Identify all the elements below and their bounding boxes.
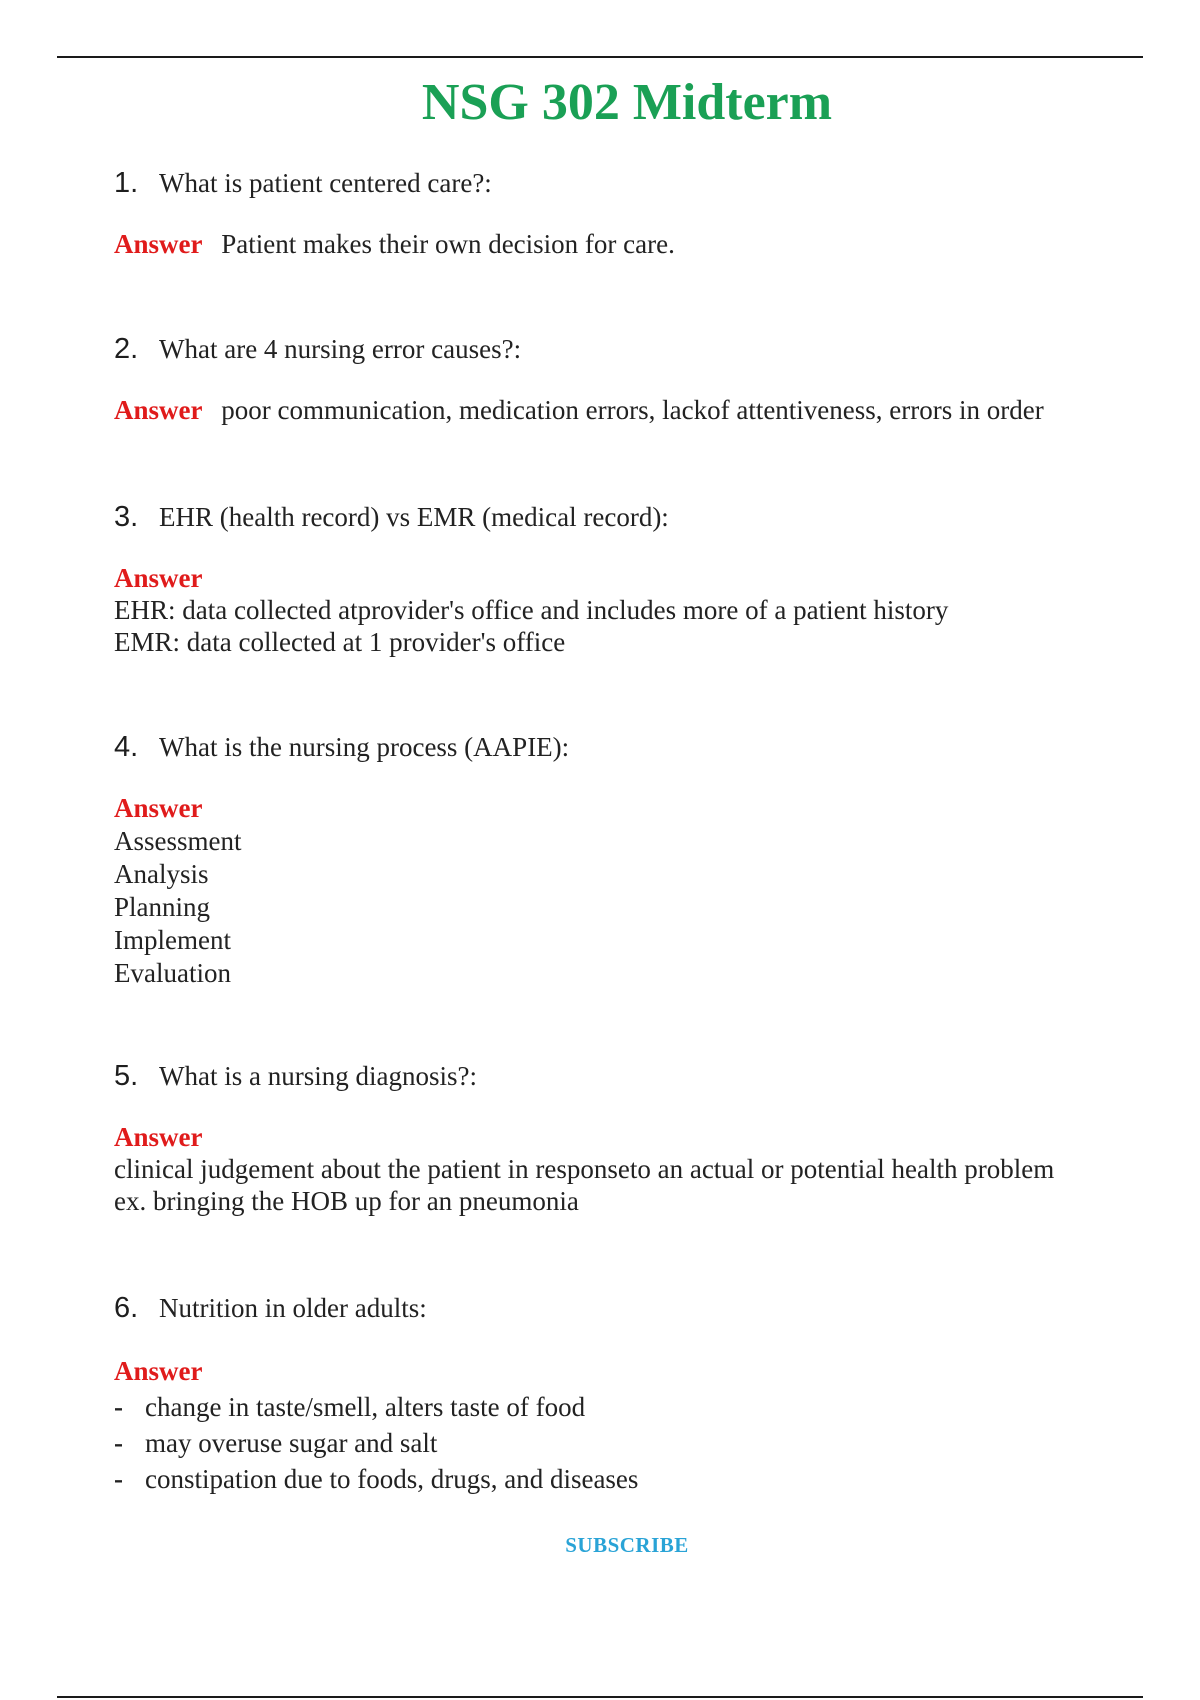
question-1	[114, 163, 1114, 203]
bullet-dash: -	[114, 1428, 123, 1458]
question-number: 1.	[114, 166, 139, 199]
answer-line: ex. bringing the HOB up for an pneumonia	[114, 1186, 579, 1216]
question-text: What are 4 nursing error causes?:	[159, 333, 522, 364]
question-number: 3.	[114, 500, 139, 533]
answer-label: Answer	[114, 1122, 203, 1152]
answer-line: Planning	[114, 892, 211, 922]
question-text: What is the nursing process (AAPIE):	[159, 731, 570, 762]
question-block-2	[114, 329, 1114, 426]
bullet-dash: -	[114, 1464, 123, 1494]
answer-6	[114, 1353, 1114, 1497]
page-title: NSG 302 Midterm	[421, 74, 833, 131]
answer-line: EMR: data collected at 1 provider's office	[114, 627, 566, 657]
answer-5	[114, 1121, 1114, 1217]
question-block-5	[114, 1056, 1114, 1217]
question-number: 2.	[114, 332, 139, 365]
answer-text: poor communication, medication errors, lackof attentiveness, errors in order	[221, 395, 1044, 425]
question-block-6	[114, 1288, 1114, 1497]
answer-2	[114, 394, 1114, 426]
question-number: 5.	[114, 1059, 139, 1092]
question-6	[114, 1288, 1114, 1328]
answer-line: Assessment	[114, 826, 242, 856]
question-5	[114, 1056, 1114, 1096]
question-number: 4.	[114, 730, 139, 763]
answer-3	[114, 562, 1114, 658]
question-2	[114, 329, 1114, 369]
answer-line: clinical judgement about the patient in responseto an actual or potential health problem	[114, 1154, 1055, 1184]
bullet-text: may overuse sugar and salt	[145, 1428, 438, 1458]
answer-label: Answer	[114, 1356, 203, 1386]
answer-line: Implement	[114, 925, 231, 955]
answer-line: EHR: data collected atprovider's office and includes more of a patient history	[114, 595, 949, 625]
bullet-dash: -	[114, 1392, 123, 1422]
bullet-item	[114, 1425, 1114, 1461]
subscribe-link[interactable]: SUBSCRIBE	[565, 1533, 689, 1557]
answer-label: Answer	[114, 793, 203, 823]
bottom-divider	[57, 1696, 1143, 1698]
bullet-item	[114, 1389, 1114, 1425]
question-block-1	[114, 163, 1114, 260]
question-text: What is patient centered care?:	[159, 167, 492, 198]
answer-label: Answer	[114, 229, 203, 259]
question-text: Nutrition in older adults:	[159, 1292, 427, 1323]
question-block-3	[114, 497, 1114, 658]
question-4	[114, 727, 1114, 767]
answer-1	[114, 228, 1114, 260]
answer-4	[114, 792, 1114, 990]
bullet-text: constipation due to foods, drugs, and diseases	[145, 1464, 639, 1494]
top-divider	[57, 56, 1143, 58]
bullet-item	[114, 1461, 1114, 1497]
question-block-4	[114, 727, 1114, 990]
bullet-text: change in taste/smell, alters taste of food	[145, 1392, 586, 1422]
question-3	[114, 497, 1114, 537]
answer-label: Answer	[114, 563, 203, 593]
question-text: EHR (health record) vs EMR (medical record):	[159, 501, 669, 532]
answer-line: Evaluation	[114, 958, 231, 988]
answer-text: Patient makes their own decision for care.	[221, 229, 675, 259]
question-text: What is a nursing diagnosis?:	[159, 1060, 477, 1091]
question-number: 6.	[114, 1291, 139, 1324]
answer-line: Analysis	[114, 859, 209, 889]
answer-label: Answer	[114, 395, 203, 425]
